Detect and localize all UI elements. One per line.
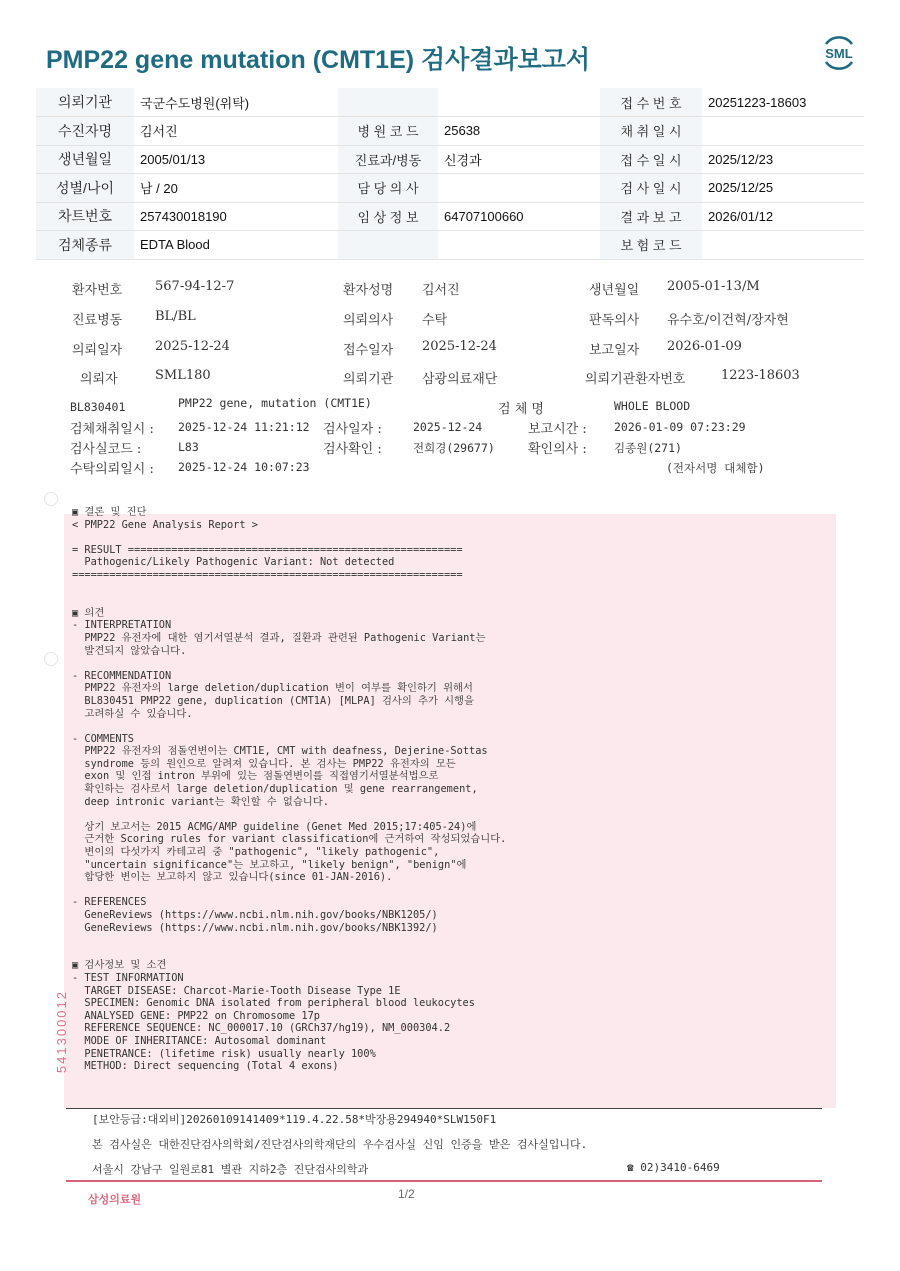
info-value xyxy=(438,231,600,260)
label-test-date: 검사일자 : xyxy=(323,422,382,437)
confirm: 전희경(29677) xyxy=(413,441,495,455)
report-line: REFERENCE SEQUENCE: NC_000017.10 (GRCh37/hg19), NM_000304.2 xyxy=(72,1022,451,1035)
lab-code: L83 xyxy=(178,440,199,454)
info-row xyxy=(36,88,864,117)
info-label: 차트번호 xyxy=(36,202,134,231)
info-value: 64707100660 xyxy=(438,202,600,231)
info-value: 257430018190 xyxy=(134,202,338,231)
info-value: 국군수도병원(위탁) xyxy=(134,88,338,117)
info-value: 2005/01/13 xyxy=(134,145,338,174)
phone: ☎ 02)3410-6469 xyxy=(627,1161,720,1174)
info-value: 2025/12/23 xyxy=(702,145,864,174)
info-value: EDTA Blood xyxy=(134,231,338,260)
info-label: 검체종류 xyxy=(36,231,134,260)
info-label: 접 수 일 시 xyxy=(600,145,702,174)
address: 서울시 강남구 일원로81 별관 지하2층 진단검사의학과 xyxy=(92,1163,369,1176)
report-line xyxy=(72,884,506,897)
report-line: = RESULT ====================================================== xyxy=(72,543,463,556)
report-line xyxy=(72,947,506,960)
info-label: 생년월일 xyxy=(36,145,134,174)
reading-doctor: 유수호/이건혁/장자현 xyxy=(667,313,789,328)
req-org: 삼광의료재단 xyxy=(422,372,498,387)
report-line: GeneReviews (https://www.ncbi.nlm.nih.gov/books/NBK1392/) xyxy=(72,921,438,934)
info-label xyxy=(338,88,438,117)
report-line xyxy=(72,657,506,670)
info-row xyxy=(36,202,864,231)
report-line: 근거한 Scoring rules for variant classification에 근거하여 작성되었습니다. xyxy=(72,833,507,846)
report-line: syndrome 등의 원인으로 알려져 있습니다. 본 검사는 PMP22 유전자의 모든 xyxy=(72,757,456,770)
info-label: 보 험 코 드 xyxy=(600,231,702,260)
report-line: < PMP22 Gene Analysis Report > xyxy=(72,518,258,531)
report-line: PENETRANCE: (lifetime risk) usually nearly 100% xyxy=(72,1047,376,1060)
report-line: - COMMENTS xyxy=(72,732,134,745)
report-line: GeneReviews (https://www.ncbi.nlm.nih.gov/books/NBK1205/) xyxy=(72,909,438,921)
info-label xyxy=(338,231,438,260)
info-label: 채 취 일 시 xyxy=(600,117,702,146)
report-title: PMP22 gene mutation (CMT1E) 검사결과보고서 xyxy=(46,46,591,74)
sml-logo xyxy=(818,32,860,74)
specimen: WHOLE BLOOD xyxy=(614,399,691,413)
report-line: ▣ 의견 xyxy=(72,606,105,619)
info-label: 병 원 코 드 xyxy=(338,117,438,146)
page-number: 1/2 xyxy=(398,1187,415,1201)
report-line xyxy=(72,531,506,544)
report-line: TARGET DISEASE: Charcot-Marie-Tooth Disease Type 1E xyxy=(72,984,401,997)
info-row xyxy=(36,117,864,146)
info-value: 2025/12/25 xyxy=(702,174,864,203)
request-time: 2025-12-24 10:07:23 xyxy=(178,460,310,474)
info-value xyxy=(438,174,600,203)
label-patient-name: 환자성명 xyxy=(343,283,394,298)
report-line xyxy=(72,808,506,821)
report-line: - REFERENCES xyxy=(72,896,147,909)
report-line: 변이의 다섯가지 카테고리 중 "pathogenic", "likely pathogenic", xyxy=(72,846,440,859)
svg-text:SML: SML xyxy=(825,46,853,61)
info-row xyxy=(36,231,864,260)
info-label: 성별/나이 xyxy=(36,174,134,203)
report-line: ▣ 검사정보 및 소견 xyxy=(72,959,167,972)
info-row xyxy=(36,145,864,174)
org-patient-no: 1223-18603 xyxy=(721,368,800,383)
label-confirm-doctor: 확인의사 : xyxy=(528,442,587,457)
esign-note: (전자서명 대체함) xyxy=(666,461,765,475)
info-value: 신경과 xyxy=(438,145,600,174)
report-line: - INTERPRETATION xyxy=(72,619,172,632)
label-collect: 검체채취일시 : xyxy=(70,422,154,437)
info-value: 남 / 20 xyxy=(134,174,338,203)
report-body xyxy=(72,506,506,1073)
label-request-time: 수탁의뢰일시 : xyxy=(70,462,154,477)
report-line: "uncertain significance"는 보고하고, "likely benign", "benign"에 xyxy=(72,858,467,871)
report-line xyxy=(72,582,506,595)
label-recv-date: 접수일자 xyxy=(343,343,394,358)
info-value xyxy=(702,117,864,146)
report-line: deep intronic variant는 확인할 수 없습니다. xyxy=(72,795,329,808)
info-label: 담 당 의 사 xyxy=(338,174,438,203)
report-line: - TEST INFORMATION xyxy=(72,971,184,984)
requester: SML180 xyxy=(155,368,211,383)
info-value xyxy=(438,88,600,117)
info-value xyxy=(702,231,864,260)
test-date: 2025-12-24 xyxy=(413,420,483,434)
report-line: SPECIMEN: Genomic DNA isolated from peripheral blood leukocytes xyxy=(72,997,475,1010)
report-line: =============================================================== xyxy=(72,568,463,581)
report-date: 2026-01-09 xyxy=(667,339,742,354)
report-line: MODE OF INHERITANCE: Autosomal dominant xyxy=(72,1034,327,1047)
label-req-doctor: 의뢰의사 xyxy=(343,313,394,328)
patient-name: 김서진 xyxy=(422,283,460,298)
footer-divider xyxy=(66,1108,822,1109)
report-line xyxy=(72,934,506,947)
info-label: 접 수 번 호 xyxy=(600,88,702,117)
report-line xyxy=(72,720,506,733)
report-line: 상기 보고서는 2015 ACMG/AMP guideline (Genet Med 2015;17:405-24)에 xyxy=(72,820,477,833)
punch-hole xyxy=(44,492,58,506)
label-patient-no: 환자번호 xyxy=(72,283,123,298)
label-req-date: 의뢰일자 xyxy=(72,343,123,358)
report-line: ANALYSED GENE: PMP22 on Chromosome 17p xyxy=(72,1009,320,1022)
report-line: METHOD: Direct sequencing (Total 4 exons) xyxy=(72,1060,339,1073)
report-line: exon 및 인접 intron 부위에 있는 점돌연변이를 직접염기서열분석법으로 xyxy=(72,770,439,783)
test-name: PMP22 gene, mutation (CMT1E) xyxy=(178,396,372,410)
order-info-table xyxy=(36,88,864,260)
info-label: 수진자명 xyxy=(36,117,134,146)
label-requester: 의뢰자 xyxy=(80,372,118,387)
info-row xyxy=(36,174,864,203)
info-value: 20251223-18603 xyxy=(702,88,864,117)
req-date: 2025-12-24 xyxy=(155,339,230,354)
label-req-org: 의뢰기관 xyxy=(343,372,394,387)
report-line: 확인하는 검사로서 large deletion/duplication 및 gene rearrangement, xyxy=(72,783,478,796)
footer-accent-line xyxy=(66,1180,822,1182)
info-value: 김서진 xyxy=(134,117,338,146)
report-time: 2026-01-09 07:23:29 xyxy=(614,420,746,434)
recv-date: 2025-12-24 xyxy=(422,339,497,354)
birth: 2005-01-13/M xyxy=(667,279,760,294)
security-line: [보안등급:대외비]20260109141409*119.4.22.58*박장용294940*SLW150F1 xyxy=(92,1113,497,1126)
label-birth: 생년월일 xyxy=(589,283,640,298)
label-org-patient-no: 의뢰기관환자번호 xyxy=(585,372,686,387)
test-code: BL830401 xyxy=(70,400,126,414)
label-report-date: 보고일자 xyxy=(589,343,640,358)
confirm-doctor: 김종원(271) xyxy=(614,441,682,455)
label-ward: 진료병동 xyxy=(72,313,123,328)
info-value: 2026/01/12 xyxy=(702,202,864,231)
report-line: BL830451 PMP22 gene, duplication (CMT1A) [MLPA] 검사의 추가 시행을 xyxy=(72,694,474,707)
report-line: 발견되지 않았습니다. xyxy=(72,644,187,657)
report-line: - RECOMMENDATION xyxy=(72,669,172,682)
report-line: PMP22 유전자의 large deletion/duplication 변이 여부를 확인하기 위해서 xyxy=(72,682,473,695)
report-line: PMP22 유전자에 대한 염기서열분석 결과, 질환과 관련된 Pathogenic Variant는 xyxy=(72,631,486,644)
label-specimen: 검 체 명 xyxy=(498,402,544,417)
label-confirm: 검사확인 : xyxy=(323,442,382,457)
punch-hole xyxy=(44,652,58,666)
report-line: PMP22 유전자의 점돌연변이는 CMT1E, CMT with deafness, Dejerine-Sottas xyxy=(72,745,488,758)
req-doctor: 수탁 xyxy=(422,313,448,328)
report-line: 고려하실 수 있습니다. xyxy=(72,707,193,720)
report-line: ▣ 결론 및 진단 xyxy=(72,506,147,518)
label-report-time: 보고시간 : xyxy=(528,422,587,437)
info-label: 결 과 보 고 xyxy=(600,202,702,231)
label-reading-doctor: 판독의사 xyxy=(589,313,640,328)
certification-text: 본 검사실은 대한진단검사의학회/진단검사의학재단의 우수검사실 신임 인증을 받은 검사실입니다. xyxy=(92,1138,588,1151)
report-line xyxy=(72,594,506,607)
info-label: 의뢰기관 xyxy=(36,88,134,117)
side-number: 541300012 xyxy=(54,990,69,1074)
patient-no: 567-94-12-7 xyxy=(155,279,235,294)
info-value: 25638 xyxy=(438,117,600,146)
brand-name: 삼성의료원 xyxy=(88,1194,142,1206)
report-line: Pathogenic/Likely Pathogenic Variant: Not detected xyxy=(72,556,395,569)
collect-time: 2025-12-24 11:21:12 xyxy=(178,420,310,434)
info-label: 임 상 정 보 xyxy=(338,202,438,231)
report-line: 합당한 변이는 보고하지 않고 있습니다(since 01-JAN-2016). xyxy=(72,871,393,884)
info-label: 진료과/병동 xyxy=(338,145,438,174)
ward: BL/BL xyxy=(155,309,196,324)
info-label: 검 사 일 시 xyxy=(600,174,702,203)
label-lab-code: 검사실코드 : xyxy=(70,442,142,457)
